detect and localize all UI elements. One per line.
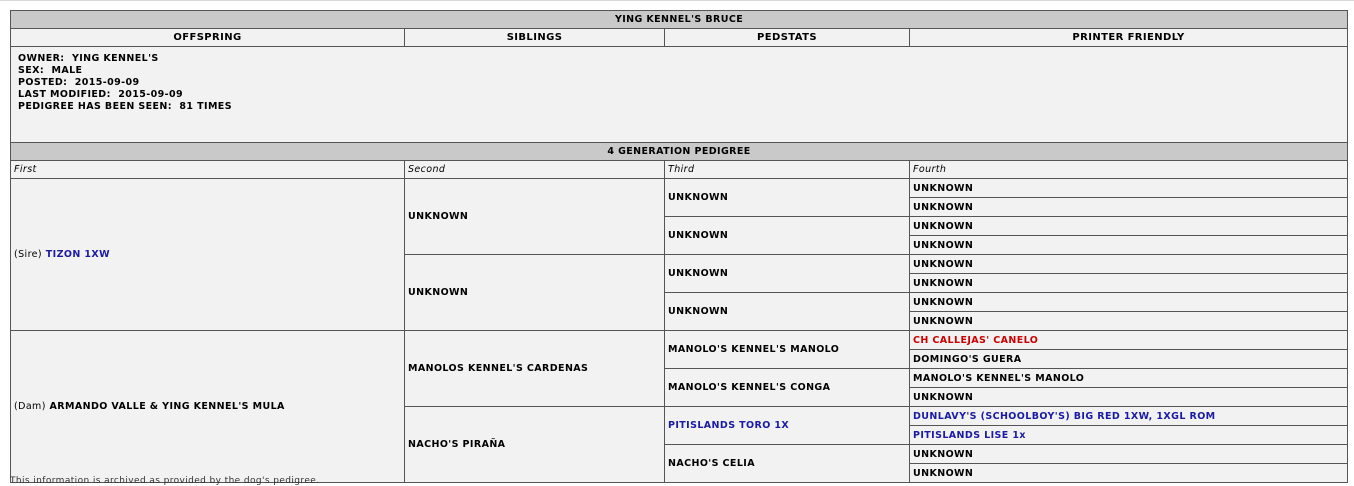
second-gen-cell: UNKNOWN (405, 255, 665, 331)
third-gen-cell: UNKNOWN (665, 255, 910, 293)
fourth-gen-cell: UNKNOWN (910, 464, 1348, 483)
dam-prefix: (Dam) (14, 401, 46, 412)
sire-prefix: (Sire) (14, 249, 43, 260)
fourth-gen-cell: UNKNOWN (910, 293, 1348, 312)
column-second: Second (405, 161, 665, 179)
printer-friendly-link[interactable]: PRINTER FRIENDLY (910, 29, 1348, 47)
column-fourth: Fourth (910, 161, 1348, 179)
second-gen-cell: UNKNOWN (405, 179, 665, 255)
fourth-gen-cell: UNKNOWN (910, 198, 1348, 217)
sex-label: SEX: (18, 65, 45, 76)
offspring-link[interactable]: OFFSPRING (11, 29, 405, 47)
second-gen-cell: MANOLOS KENNEL'S CARDENAS (405, 331, 665, 407)
second-gen-cell: NACHO'S PIRAÑA (405, 407, 665, 483)
owner-label: OWNER: (18, 53, 65, 64)
fourth-gen-cell: UNKNOWN (910, 388, 1348, 407)
siblings-link[interactable]: SIBLINGS (405, 29, 665, 47)
fourth-gen-link[interactable]: PITISLANDS LISE 1x (910, 426, 1348, 445)
fourth-gen-cell: UNKNOWN (910, 312, 1348, 331)
pedigree-page (10, 10, 1347, 483)
seen-value: 81 TIMES (179, 101, 232, 112)
column-first: First (11, 161, 405, 179)
top-divider (0, 0, 1354, 1)
fourth-gen-link[interactable]: DUNLAVY'S (SCHOOLBOY'S) BIG RED 1XW, 1XGL ROM (910, 407, 1348, 426)
third-gen-cell: MANOLO'S KENNEL'S CONGA (665, 369, 910, 407)
column-third: Third (665, 161, 910, 179)
posted-value: 2015-09-09 (74, 77, 140, 88)
fourth-gen-cell: DOMINGO'S GUERA (910, 350, 1348, 369)
dam-cell (11, 331, 405, 483)
dam-name: ARMANDO VALLE & YING KENNEL'S MULA (49, 401, 285, 412)
dog-title: YING KENNEL'S BRUCE (11, 11, 1348, 29)
third-gen-link[interactable]: PITISLANDS TORO 1X (665, 407, 910, 445)
sire-cell (11, 179, 405, 331)
pedstats-link[interactable]: PEDSTATS (665, 29, 910, 47)
sex-value: MALE (51, 65, 83, 76)
sire-link[interactable]: TIZON 1XW (45, 249, 111, 260)
modified-label: LAST MODIFIED: (18, 89, 111, 100)
fourth-gen-cell: UNKNOWN (910, 445, 1348, 464)
fourth-gen-cell: UNKNOWN (910, 255, 1348, 274)
third-gen-cell: UNKNOWN (665, 293, 910, 331)
third-gen-cell: MANOLO'S KENNEL'S MANOLO (665, 331, 910, 369)
owner-value: YING KENNEL'S (71, 53, 159, 64)
fourth-gen-cell: UNKNOWN (910, 274, 1348, 293)
fourth-gen-cell: MANOLO'S KENNEL'S MANOLO (910, 369, 1348, 388)
footer-note: This information is archived as provided by the dog's pedigree. (10, 476, 320, 486)
fourth-gen-cell: UNKNOWN (910, 179, 1348, 198)
third-gen-cell: UNKNOWN (665, 179, 910, 217)
pedigree-table (10, 10, 1348, 483)
third-gen-cell: NACHO'S CELIA (665, 445, 910, 483)
dog-info (11, 47, 1348, 143)
fourth-gen-link[interactable]: CH CALLEJAS' CANELO (910, 331, 1348, 350)
fourth-gen-cell: UNKNOWN (910, 236, 1348, 255)
seen-label: PEDIGREE HAS BEEN SEEN: (18, 101, 172, 112)
fourth-gen-cell: UNKNOWN (910, 217, 1348, 236)
modified-value: 2015-09-09 (118, 89, 183, 100)
posted-label: POSTED: (18, 77, 68, 88)
pedigree-heading: 4 GENERATION PEDIGREE (11, 143, 1348, 161)
third-gen-cell: UNKNOWN (665, 217, 910, 255)
